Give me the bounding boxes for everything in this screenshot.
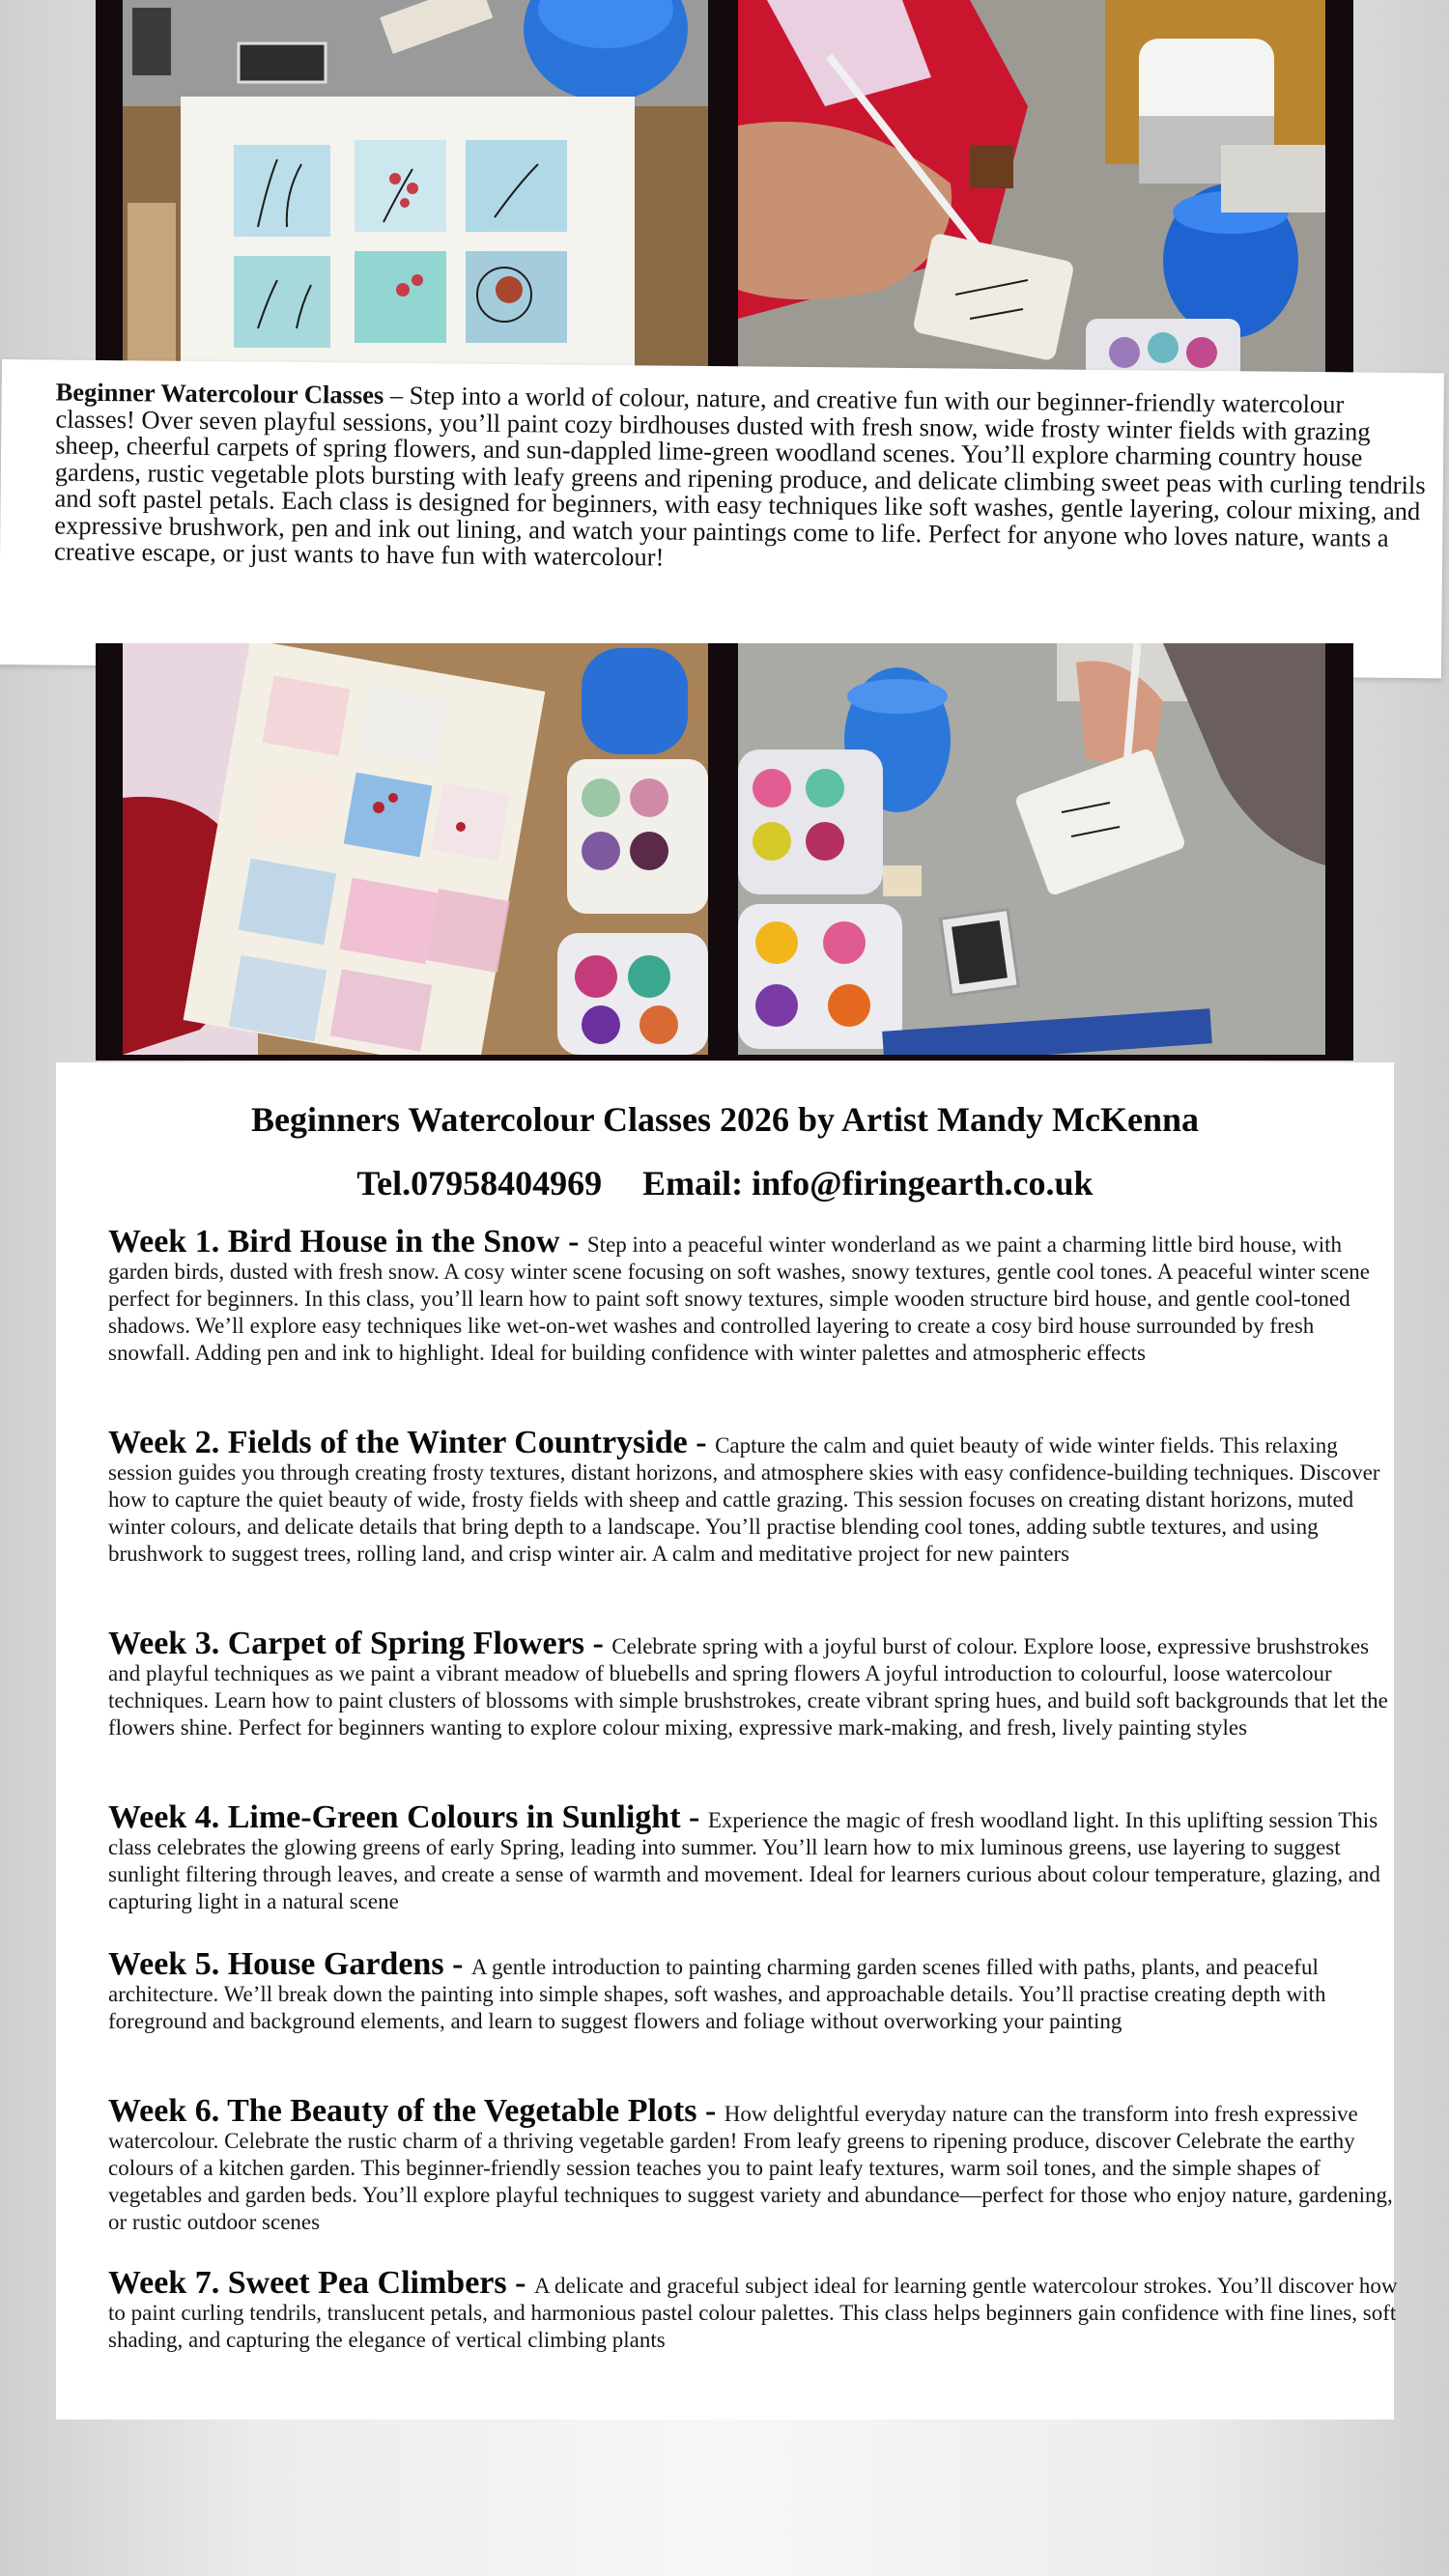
intro-body: Step into a world of colour, nature, and creative fun with our beginner-friendly watercolour classes! Over seven playful sessions, you’ll paint cozy birdhouses dusted with fresh snow, wide frosty winter fields with grazing sheep, cheerful carpets of spring flowers, and sun-dappled lime-green woodland scenes. You’ll explore charming country house gardens, rustic vegetable plots bursting with leafy greens and ripening produce, and delicate climbing sweet peas with curling tendrils and soft pastel petals. Each class is designed for beginners, with easy techniques like soft washes, gentle layering, colour mixing, and expressive brushwork, pen and ink out lining, and watch your paintings come to life. Perfect for anyone who loves nature, wants a creative escape, or just wants to have fun with watercolour! [53,381,1426,572]
week-7-title: Week 7. Sweet Pea Climbers - [108,2265,534,2301]
week-4-text: Experience the magic of fresh woodland light. In this uplifting session This class celebrates the glowing greens of early Spring, leading into summer. You’ll learn how to mix luminous greens, use layering to suggest sunlight filtering through leaves, and create a sense of warmth and movement. Ideal for learners curious about colour temperature, glazing, and capturing light in a natural scene [108,1808,1380,1913]
week-3-description [108,1626,1399,1741]
week-5-title: Week 5. House Gardens - [108,1946,471,1982]
intro-separator: – [384,380,410,410]
week-6-text: How delightful everyday nature can the transform into fresh expressive watercolour. Celebrate the rustic charm of a thriving vegetable garden! From leafy greens to ripening produce, discover Celebrate the earthy colours of a kitchen garden. This beginner-friendly session teaches you to paint leafy textures, warm soil tones, and the simple shapes of vegetables and garden beds. You’ll explore playful techniques to suggest variety and abundance—perfect for those who enjoy nature, gardening, or rustic outdoor scenes [108,2102,1393,2234]
class-schedule-card [56,1062,1398,2420]
photo-collage-bottom [96,643,1353,1061]
week-5-text: A gentle introduction to painting charming garden scenes filled with paths, plants, and peaceful architecture. We’ll break down the painting into simple shapes, soft washes, and approachable details. You’ll practise creating depth with foreground and background elements, and learn to suggest flowers and foliage without overworking your painting [108,1955,1326,2033]
week-2-text: Capture the calm and quiet beauty of wide winter fields. This relaxing session guides you through creating frosty textures, distant horizons, and atmosphere skies with easy confidence-building techniques. Discover how to capture the quiet beauty of wide, frosty fields with sheep and cattle grazing. This session focuses on creating distant horizons, muted winter colours, and delicate details that bring depth to a landscape. You’ll practise blending cool tones, adding subtle textures, and using brushwork to suggest trees, rolling land, and crisp winter air. A calm and meditative project for new painters [108,1433,1380,1566]
week-3-title: Week 3. Carpet of Spring Flowers - [108,1626,612,1661]
intro-heading: Beginner Watercolour Classes [55,377,384,410]
week-2-description [108,1425,1399,1568]
week-7-text: A delicate and graceful subject ideal for learning gentle watercolour strokes. You’ll discover how to paint curling tendrils, translucent petals, and harmonious pastel colour palettes. This class helps beginners gain confidence with fine lines, soft shading, and capturing the elegance of vertical climbing plants [108,2274,1398,2352]
intro-paragraph [53,377,1428,579]
schedule-title: Beginners Watercolour Classes 2026 by Artist Mandy McKenna [251,1100,1199,1139]
photo-hand-painting-coaster [738,0,1325,386]
intro-card [0,359,1444,678]
week-7-description [108,2265,1399,2354]
photo-collage-top [96,0,1353,386]
week-1-description [108,1224,1399,1367]
week-3-text: Celebrate spring with a joyful burst of colour. Explore loose, expressive brushstrokes and playful techniques as we paint a vibrant meadow of bluebells and spring flowers A joyful introduction to colourful, loose watercolour techniques. Learn how to paint clusters of blossoms with simple brushstrokes, create vibrant spring hues, and build soft backgrounds that let the flowers shine. Perfect for beginners wanting to explore colour mixing, expressive mark-making, and fresh, lively painting styles [108,1634,1388,1740]
photo-painted-tile-sampler [123,0,708,386]
week-4-description [108,1799,1399,1915]
week-2-title: Week 2. Fields of the Winter Countryside - [108,1425,716,1460]
photo-palettes-and-coaster [738,643,1325,1055]
contact-phone: Tel.07958404969 [356,1164,603,1203]
week-6-title: Week 6. The Beauty of the Vegetable Plots - [108,2093,724,2129]
photo-floral-swatch-sheet [123,643,708,1055]
contact-email: Email: info@firingearth.co.uk [642,1164,1094,1203]
week-5-description [108,1946,1399,2035]
week-4-title: Week 4. Lime-Green Colours in Sunlight - [108,1799,708,1835]
contact-line [56,1163,1394,1203]
week-6-description [108,2093,1399,2236]
week-1-title: Week 1. Bird House in the Snow - [108,1224,587,1260]
week-1-text: Step into a peaceful winter wonderland as we paint a charming little bird house, with garden birds, dusted with fresh snow. A cosy winter scene focusing on soft washes, snowy textures, gentle cool tones. A peaceful winter scene perfect for beginners. In this class, you’ll learn how to paint soft snowy textures, simple wooden structure bird house, and gentle cool-toned shadows. We’ll explore easy techniques like wet-on-wet washes and controlled layering to create a cosy bird house surrounded by fresh snowfall. Adding pen and ink to highlight. Ideal for building confidence with winter palettes and atmospheric effects [108,1232,1371,1365]
